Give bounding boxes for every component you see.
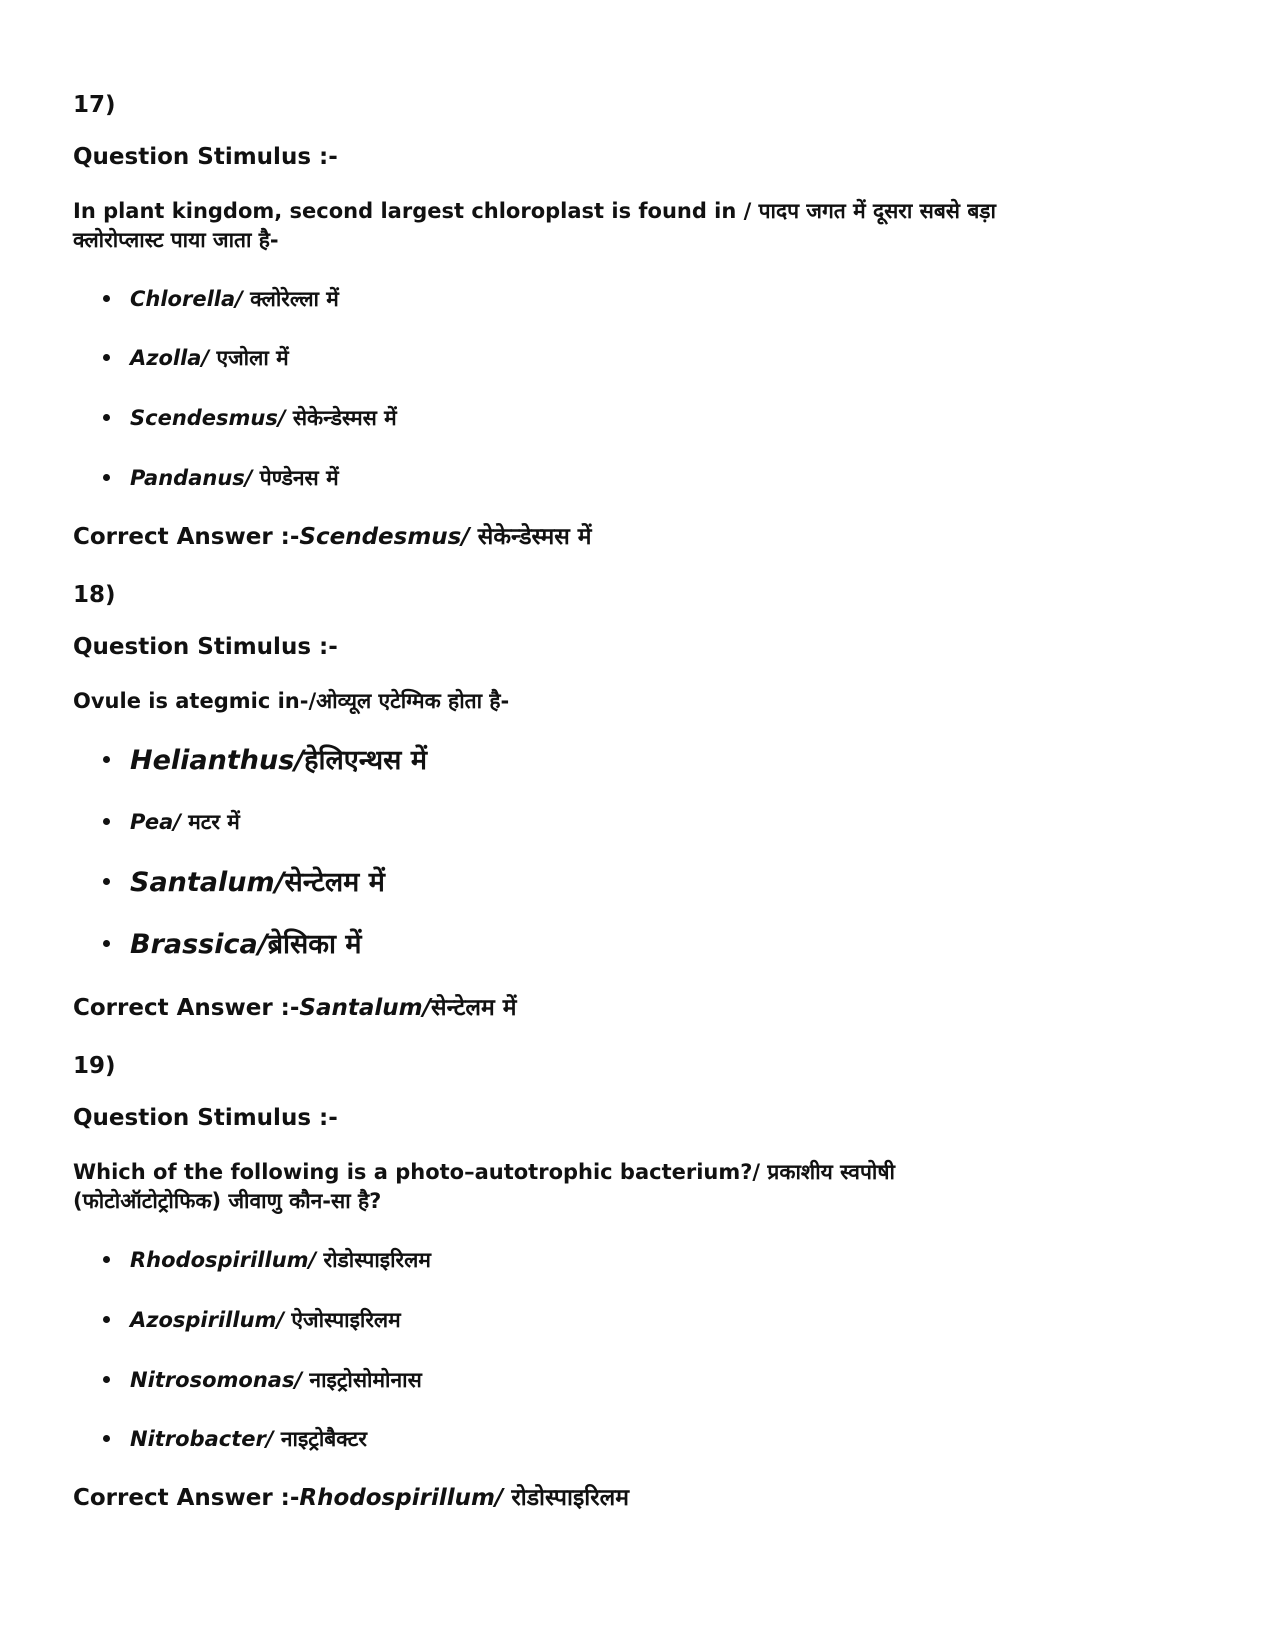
bullet-icon xyxy=(103,940,110,947)
question-number: 17) xyxy=(73,92,116,118)
question-stem-line: In plant kingdom, second largest chloroplast is found in / पादप जगत में दूसरा सबसे बड़ा xyxy=(73,199,996,223)
question-number: 18) xyxy=(73,582,116,608)
question-stimulus-label: Question Stimulus :- xyxy=(73,634,338,660)
answer-option: Azolla/ एजोला में xyxy=(103,344,289,372)
question-stem-line: Ovule is ategmic in-/ओव्यूल एटेग्मिक होता है- xyxy=(73,689,510,713)
answer-option: Brassica/ब्रेसिका में xyxy=(103,924,362,961)
bullet-icon xyxy=(103,295,110,302)
bullet-icon xyxy=(103,414,110,421)
answer-option: Chlorella/ क्लोरेल्ला में xyxy=(103,285,339,313)
correct-answer: Correct Answer :-Scendesmus/ सेकेन्डेस्मस में xyxy=(73,524,592,550)
bullet-icon xyxy=(103,878,110,885)
bullet-icon xyxy=(103,1435,110,1442)
correct-answer: Correct Answer :-Rhodospirillum/ रोडोस्पाइरिलम xyxy=(73,1485,629,1511)
answer-option: Pea/ मटर में xyxy=(103,808,240,836)
bullet-icon xyxy=(103,474,110,481)
question-stem-line: Which of the following is a photo–autotrophic bacterium?/ प्रकाशीय स्वपोषी xyxy=(73,1160,895,1184)
bullet-icon xyxy=(103,1376,110,1383)
question-stem-line: क्लोरोप्लास्ट पाया जाता है- xyxy=(73,228,279,252)
correct-answer: Correct Answer :-Santalum/सेन्टेलम में xyxy=(73,995,517,1021)
answer-option: Santalum/सेन्टेलम में xyxy=(103,862,385,899)
question-number: 19) xyxy=(73,1053,116,1079)
answer-option: Helianthus/हेलिएन्थस में xyxy=(103,740,427,777)
answer-option: Pandanus/ पेण्डेनस में xyxy=(103,464,339,492)
answer-option: Azospirillum/ ऐजोस्पाइरिलम xyxy=(103,1306,401,1334)
question-stimulus-label: Question Stimulus :- xyxy=(73,1105,338,1131)
question-stem-line: (फोटोऑटोट्रोफिक) जीवाणु कौन-सा है? xyxy=(73,1189,382,1213)
answer-option: Scendesmus/ सेकेन्डेस्मस में xyxy=(103,404,397,432)
bullet-icon xyxy=(103,354,110,361)
bullet-icon xyxy=(103,756,110,763)
answer-option: Nitrosomonas/ नाइट्रोसोमोनास xyxy=(103,1366,422,1394)
answer-option: Nitrobacter/ नाइट्रोबैक्टर xyxy=(103,1425,367,1453)
question-stimulus-label: Question Stimulus :- xyxy=(73,144,338,170)
answer-option: Rhodospirillum/ रोडोस्पाइरिलम xyxy=(103,1246,431,1274)
bullet-icon xyxy=(103,1316,110,1323)
bullet-icon xyxy=(103,818,110,825)
bullet-icon xyxy=(103,1256,110,1263)
